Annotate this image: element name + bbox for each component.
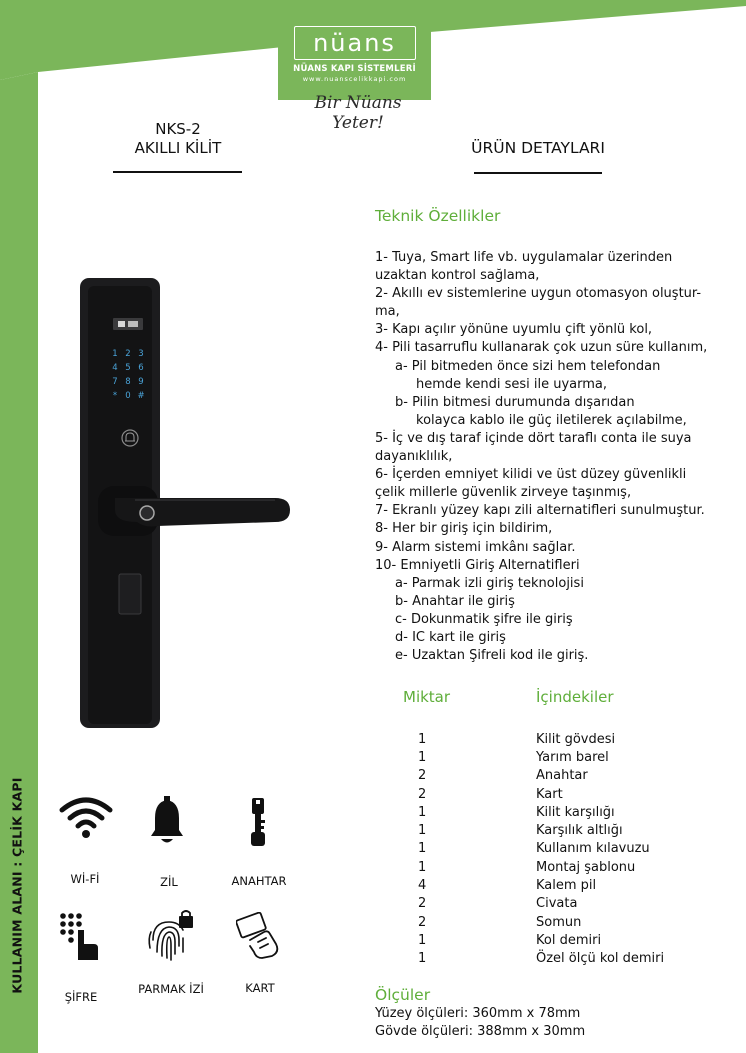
contents-qty: 1 (418, 731, 427, 747)
wifi-label: Wİ-Fİ (70, 872, 100, 886)
contents-item: Kart (536, 786, 563, 802)
contents-item: Somun (536, 914, 582, 930)
smart-lock-image (75, 270, 300, 740)
key-label: ANAHTAR (231, 874, 287, 888)
contents-item: Karşılık altlığı (536, 823, 623, 839)
contents-qty: 1 (418, 951, 427, 967)
contents-item: Kilit gövdesi (536, 731, 616, 747)
tech-features-list (375, 249, 727, 665)
contents-item: Anahtar (536, 768, 588, 784)
qty-column-heading: Miktar (403, 688, 451, 706)
contents-qty: 2 (418, 896, 427, 912)
contents-item: Civata (536, 896, 578, 912)
product-name: AKILLI KİLİT (134, 139, 222, 157)
tech-feature-line: 9- Alarm sistemi imkânı sağlar. (375, 539, 576, 555)
bell-icon (150, 796, 184, 846)
tech-feature-line: 5- İç ve dış taraf içinde dört taraflı conta ile suya (375, 430, 692, 446)
keypad-key: 5 (125, 363, 131, 373)
contents-item: Montaj şablonu (536, 859, 636, 875)
contents-column-heading: İçindekiler (536, 688, 614, 706)
product-model: NKS-2 (155, 120, 201, 138)
details-title: ÜRÜN DETAYLARI (471, 139, 605, 157)
tech-feature-line: 10- Emniyetli Giriş Alternatifleri (375, 557, 580, 573)
logo-url: www.nuanscelikkapi.com (302, 75, 407, 83)
fingerprint-label: PARMAK İZİ (138, 982, 204, 996)
tech-feature-line: 2- Akıllı ev sistemlerine uygun otomasyon oluştur- (375, 286, 702, 302)
contents-row (380, 913, 720, 931)
contents-qty: 1 (418, 859, 427, 875)
logo-slogan: Bir Nüans Yeter! (314, 93, 402, 133)
contents-row (380, 950, 720, 968)
contents-qty: 1 (418, 804, 427, 820)
keypad-key: 8 (125, 377, 131, 387)
contents-row (380, 821, 720, 839)
contents-row (380, 785, 720, 803)
keypad-key: 2 (125, 349, 131, 359)
tech-feature-line: 6- İçerden emniyet kilidi ve üst düzey güvenlikli (375, 467, 687, 483)
tech-feature-line: b- Anahtar ile giriş (395, 593, 515, 609)
product-title-underline (113, 171, 242, 173)
tech-feature-line: kolayca kablo ile güç iletilerek açılabilme, (416, 412, 687, 428)
fingerprint-lock-icon (145, 910, 195, 962)
keypad-key: 0 (125, 391, 131, 401)
contents-item: Kilit karşılığı (536, 804, 615, 820)
card-label: KART (245, 981, 275, 995)
company-logo (278, 18, 431, 100)
contents-qty: 1 (418, 932, 427, 948)
password-keypad-icon (58, 912, 102, 962)
tech-feature-line: dayanıklılık, (375, 449, 453, 465)
contents-qty: 1 (418, 841, 427, 857)
contents-qty: 2 (418, 768, 427, 784)
key-cylinder-cover (119, 574, 141, 614)
logo-company-name: NÜANS KAPI SİSTEMLERİ (293, 64, 416, 74)
tech-feature-line: çelik millerle güvenlik zirveye taşınmış, (375, 485, 632, 501)
contents-row (380, 858, 720, 876)
keypad-key: 6 (138, 363, 144, 373)
contents-qty: 1 (418, 749, 427, 765)
keypad-key: 4 (112, 363, 118, 373)
key-icon (248, 798, 268, 848)
contents-row (380, 840, 720, 858)
tech-feature-line: a- Parmak izli giriş teknolojisi (395, 575, 584, 591)
password-label: ŞİFRE (64, 990, 98, 1004)
contents-item: Kullanım kılavuzu (536, 841, 650, 857)
usage-area-label: KULLANIM ALANI : ÇELİK KAPI (9, 776, 25, 994)
contents-row (380, 895, 720, 913)
tech-feature-line: uzaktan kontrol sağlama, (375, 268, 540, 284)
product-title (108, 120, 248, 158)
contents-item: Kalem pil (536, 878, 597, 894)
keypad-key: 3 (138, 349, 144, 359)
contents-row (380, 730, 720, 748)
tech-feature-line: b- Pilin bitmesi durumunda dışarıdan (395, 394, 635, 410)
tech-feature-line: d- IC kart ile giriş (395, 629, 506, 645)
contents-qty: 1 (418, 823, 427, 839)
contents-qty: 4 (418, 878, 427, 894)
keypad-key: 7 (112, 377, 118, 387)
contents-row (380, 931, 720, 949)
contents-row (380, 767, 720, 785)
contents-row (380, 748, 720, 766)
contents-row (380, 876, 720, 894)
tech-feature-line: c- Dokunmatik şifre ile giriş (395, 611, 573, 627)
contents-qty: 2 (418, 914, 427, 930)
keypad-key: # (137, 391, 145, 401)
dimensions-heading: Ölçüler (375, 986, 431, 1004)
contents-item: Kol demiri (536, 932, 602, 948)
tech-feature-line: 3- Kapı açılır yönüne uyumlu çift yönlü kol, (375, 322, 653, 338)
body-dimensions: Gövde ölçüleri: 388mm x 30mm (375, 1023, 586, 1039)
contents-row (380, 803, 720, 821)
card-icon (236, 912, 286, 960)
tech-feature-line: ma, (375, 304, 400, 320)
tech-feature-line: 4- Pili tasarruflu kullanarak çok uzun süre kullanım, (375, 340, 708, 356)
contents-qty: 2 (418, 786, 427, 802)
tech-feature-line: e- Uzaktan Şifreli kod ile giriş. (395, 648, 589, 664)
tech-feature-line: a- Pil bitmeden önce sizi hem telefondan (395, 358, 661, 374)
keypad-key: * (112, 391, 118, 401)
tech-feature-line: 1- Tuya, Smart life vb. uygulamalar üzerinden (375, 250, 673, 265)
wifi-icon (58, 796, 114, 840)
surface-dimensions: Yüzey ölçüleri: 360mm x 78mm (375, 1006, 581, 1021)
contents-table (380, 730, 720, 968)
tech-feature-line: 7- Ekranlı yüzey kapı zili alternatifleri sunulmuştur. (375, 503, 705, 519)
dimensions-list (375, 1005, 585, 1040)
tech-feature-line: 8- Her bir giriş için bildirim, (375, 521, 553, 537)
keypad-key: 1 (112, 349, 118, 359)
details-title-underline (474, 172, 602, 174)
tech-feature-line: hemde kendi sesi ile uyarma, (416, 376, 608, 392)
contents-item: Yarım barel (536, 749, 609, 765)
keypad-key: 9 (138, 377, 144, 387)
tech-heading: Teknik Özellikler (375, 207, 501, 225)
contents-item: Özel ölçü kol demiri (536, 951, 665, 967)
logo-wordmark: nüans (294, 26, 416, 60)
bell-label: ZİL (160, 875, 178, 889)
fingerprint-sensor (140, 506, 154, 520)
